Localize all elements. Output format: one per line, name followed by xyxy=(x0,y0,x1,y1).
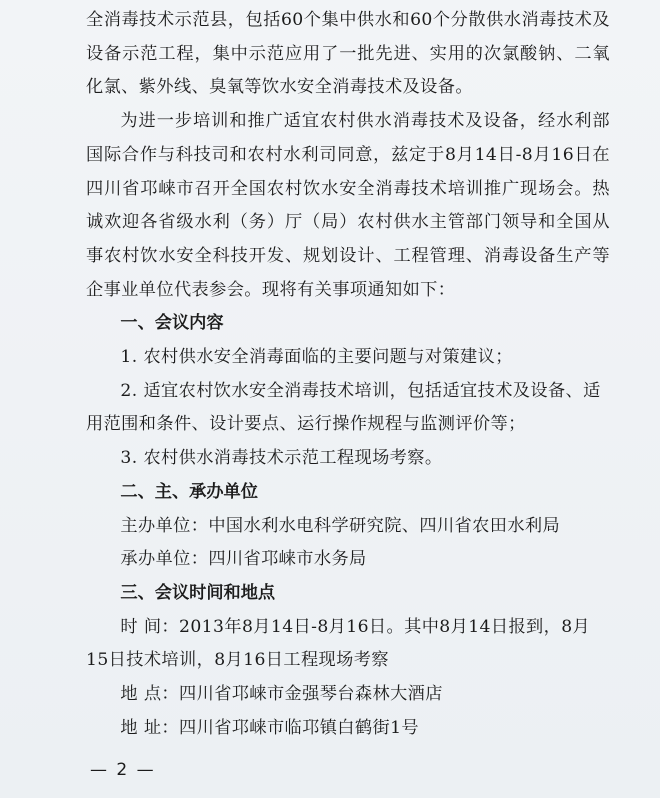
page-number: — 2 — xyxy=(90,760,156,780)
section-heading-organizers: 二、主、承办单位 xyxy=(120,481,258,502)
organizer-unit: 承办单位：四川省邛崃市水务局 xyxy=(120,549,367,570)
intro-paragraph-continued: 全消毒技术示范县，包括60个集中供水和60个分散供水消毒技术及设备示范工程，集中示范应用了一批先进、实用的次氯酸钠、二氧化氯、紫外线、臭氧等饮水安全消毒技术及设备。 xyxy=(86,10,610,98)
list-item: 3. 农村供水消毒技术示范工程现场考察。 xyxy=(120,448,443,469)
list-item: 2. 适宜农村饮水安全消毒技术培训，包括适宜技术及设备、适用范围和条件、设计要点、运行操作规程与监测评价等； xyxy=(86,380,601,435)
meeting-time: 时 间：2013年8月14日-8月16日。其中8月14日报到，8月15日技术培训，8月16日工程现场考察 xyxy=(86,616,591,671)
list-item: 1. 农村供水安全消毒面临的主要问题与对策建议； xyxy=(120,347,513,368)
section-heading-meeting-content: 一、会议内容 xyxy=(120,313,224,334)
notice-paragraph: 为进一步培训和推广适宜农村供水消毒技术及设备，经水利部国际合作与科技司和农村水利司同意，兹定于8月14日-8月16日在四川省邛崃市召开全国农村饮水安全消毒技术培训推广现场会。热诚欢迎各省级水利（务）厅（局）农村供水主管部门领导和全国从事农村饮水安全科技开发、规划设计、工程管理、消毒设备生产等企事业单位代表参会。现将有关事项通知如下： xyxy=(86,111,610,300)
meeting-address: 地 址：四川省邛崃市临邛镇白鹤街1号 xyxy=(120,717,419,738)
host-unit: 主办单位：中国水利水电科学研究院、四川省农田水利局 xyxy=(120,515,561,536)
section-heading-time-place: 三、会议时间和地点 xyxy=(120,582,276,603)
document-body xyxy=(86,4,610,745)
meeting-venue: 地 点：四川省邛崃市金强琴台森林大酒店 xyxy=(120,684,443,705)
